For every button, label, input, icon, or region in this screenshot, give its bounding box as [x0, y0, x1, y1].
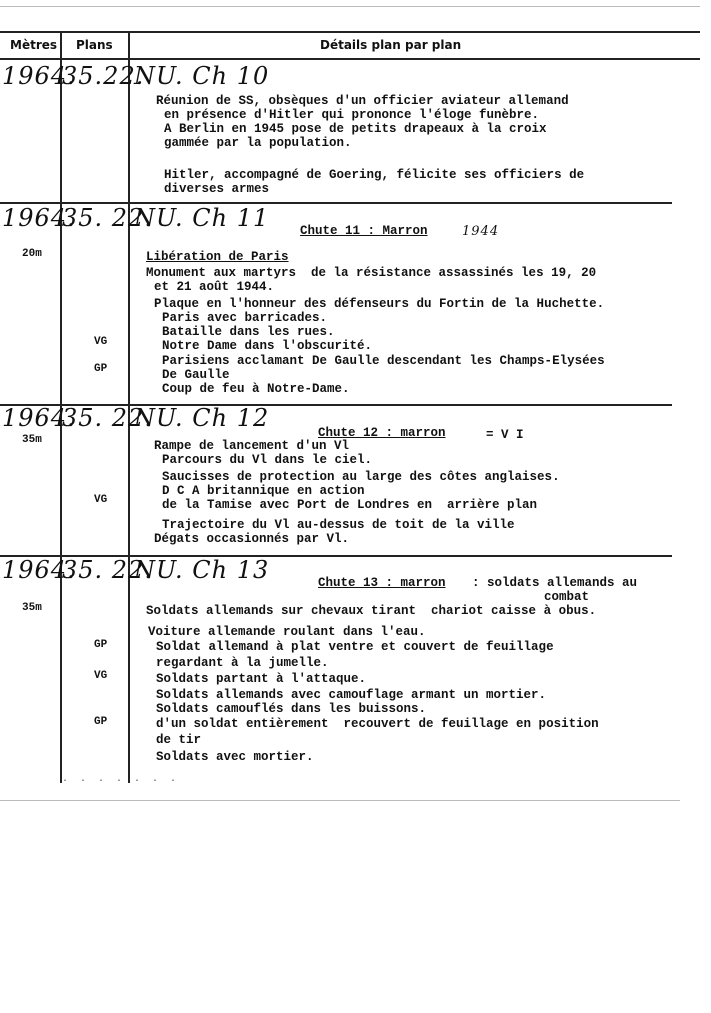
detail-line: D C A britannique en action [162, 484, 365, 498]
top-edge [0, 6, 700, 7]
reel-number: 35.22. [62, 62, 145, 90]
detail-line: Soldats allemands sur chevaux tirant chariot caisse à obus. [146, 604, 597, 618]
detail-line: Dégats occasionnés par Vl. [154, 532, 350, 546]
detail-line: Monument aux martyrs de la résistance assassinés les 19, 20 [146, 266, 597, 280]
detail-line: diverses armes [164, 182, 270, 196]
detail-line: Coup de feu à Notre-Dame. [162, 382, 350, 396]
detail-line: Réunion de SS, obsèques d'un officier aviateur allemand [156, 94, 569, 108]
chute-note: 1944 [462, 224, 500, 239]
detail-line: de tir [156, 733, 202, 747]
detail-line: Bataille dans les rues. [162, 325, 335, 339]
plan-code: GP [94, 363, 108, 375]
detail-line: Trajectoire du Vl au-dessus de toit de la ville [162, 518, 515, 532]
detail-line: en présence d'Hitler qui prononce l'éloge funèbre. [164, 108, 540, 122]
plan-code: GP [94, 639, 108, 651]
reel-code: NU. Ch 11 [134, 204, 270, 232]
date: 1964. [2, 404, 76, 432]
detail-line: Saucisses de protection au large des côtes anglaises. [162, 470, 560, 484]
detail-line: A Berlin en 1945 pose de petits drapeaux à la croix [164, 122, 547, 136]
detail-line: Soldats allemands avec camouflage armant un mortier. [156, 688, 547, 702]
dotted-end: · · · · · · · [62, 776, 180, 787]
chute-title: Chute 13 : marron [318, 576, 446, 590]
date: 1964. [2, 204, 76, 232]
detail-line: Parcours du Vl dans le ciel. [162, 453, 373, 467]
reel-number: 35. 22. [62, 204, 153, 232]
detail-line: Soldats camouflés dans les buissons. [156, 702, 427, 716]
header-rule-top [0, 31, 700, 33]
detail-line: d'un soldat entièrement recouvert de feuillage en position [156, 717, 599, 731]
header-plans: Plans [76, 38, 113, 52]
reel-number: 35. 22. [62, 556, 153, 584]
header-details: Détails plan par plan [320, 38, 462, 52]
reel-code: NU. Ch 12 [134, 404, 270, 432]
chute-title: Chute 11 : Marron [300, 224, 428, 238]
detail-line: Soldats avec mortier. [156, 750, 314, 764]
detail-line: Notre Dame dans l'obscurité. [162, 339, 373, 353]
metre-value: 35m [22, 602, 42, 614]
plan-code: VG [94, 494, 108, 506]
detail-line: Voiture allemande roulant dans l'eau. [148, 625, 426, 639]
reel-number: 35. 22. [62, 404, 153, 432]
plan-code: VG [94, 336, 108, 348]
date: 1964. [2, 62, 76, 90]
header-metres: Mètres [10, 38, 58, 52]
detail-line: de la Tamise avec Port de Londres en arrière plan [162, 498, 538, 512]
date: 1964. [2, 556, 76, 584]
detail-heading: Libération de Paris [146, 250, 289, 264]
plan-code: VG [94, 670, 108, 682]
detail-line: Paris avec barricades. [162, 311, 328, 325]
detail-line: regardant à la jumelle. [156, 656, 329, 670]
detail-line: De Gaulle [162, 368, 230, 382]
detail-line: gammée par la population. [164, 136, 352, 150]
reel-code: NU. Ch 10 [134, 62, 270, 90]
chute-rest: combat [544, 590, 590, 604]
metre-value: 20m [22, 248, 42, 260]
detail-line: Hitler, accompagné de Goering, félicite ses officiers de [164, 168, 585, 182]
metre-value: 35m [22, 434, 42, 446]
detail-line: et 21 août 1944. [154, 280, 275, 294]
plan-code: GP [94, 716, 108, 728]
detail-line: Rampe de lancement d'un Vl [154, 439, 350, 453]
detail-line: Parisiens acclamant De Gaulle descendant les Champs-Elysées [162, 354, 605, 368]
bottom-edge [0, 800, 680, 801]
detail-line: Soldats partant à l'attaque. [156, 672, 367, 686]
chute-rest: : soldats allemands au [472, 576, 638, 590]
chute-title: Chute 12 : marron [318, 426, 446, 440]
header-rule-bottom [0, 58, 700, 60]
reel-code: NU. Ch 13 [134, 556, 270, 584]
chute-suffix: = V I [486, 428, 524, 442]
detail-line: Soldat allemand à plat ventre et couvert de feuillage [156, 640, 554, 654]
detail-line: Plaque en l'honneur des défenseurs du Fortin de la Huchette. [154, 297, 605, 311]
